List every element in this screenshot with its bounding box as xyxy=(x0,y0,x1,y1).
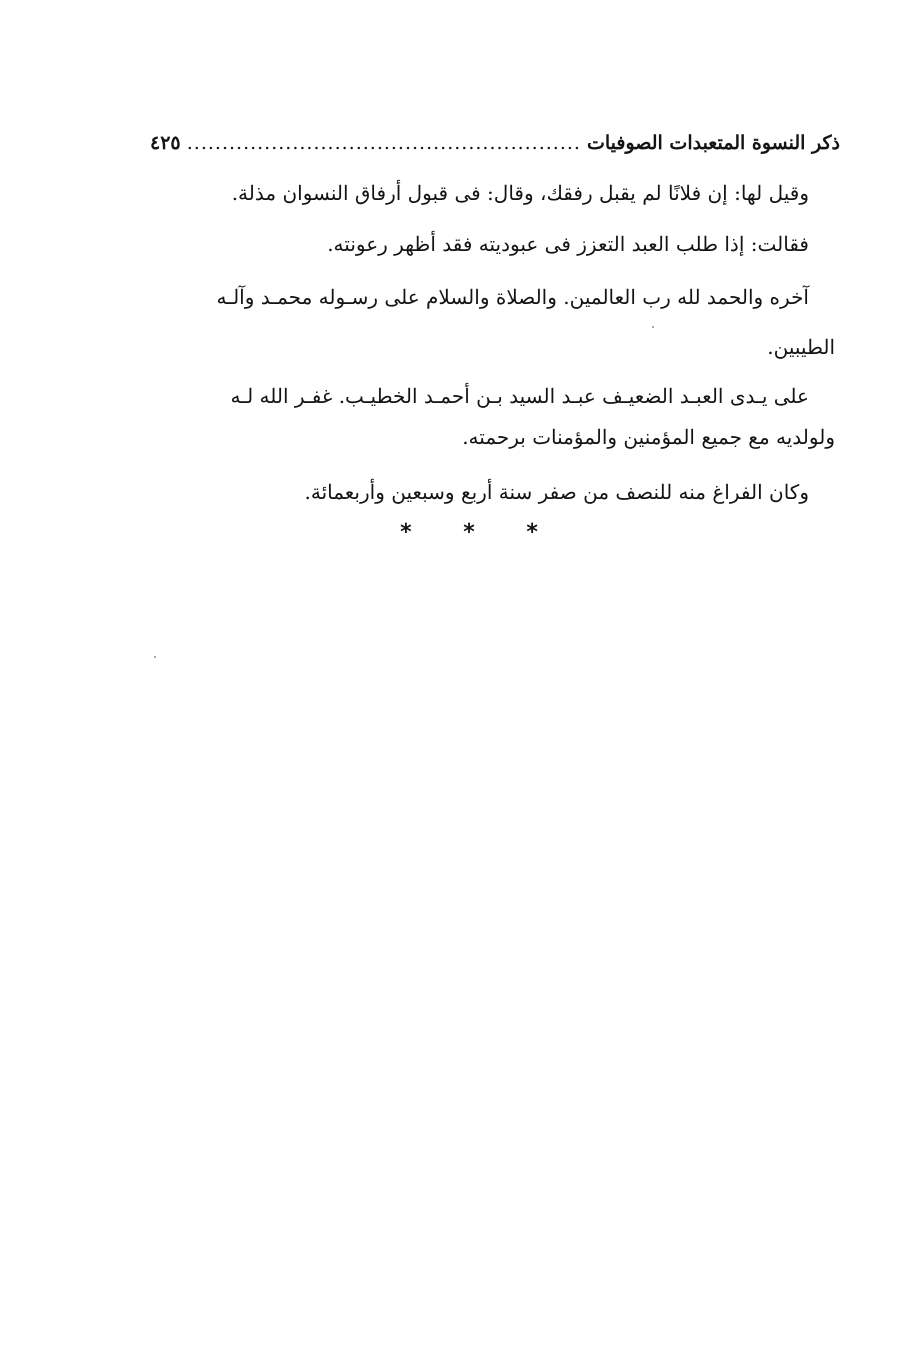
print-speck xyxy=(652,326,654,328)
section-separator: * * * xyxy=(400,520,560,545)
chapter-title: ذكر النسوة المتعبدات الصوفيات xyxy=(586,132,840,154)
running-header xyxy=(150,128,840,158)
text-line: آخره والحمد لله رب العالمين. والصلاة والسلام على رسـوله محمـد وآلـه xyxy=(216,285,809,309)
text-line: فقالت: إذا طلب العبد التعزز فى عبوديته فقد أظهر رعونته. xyxy=(327,232,809,256)
text-line: وقيل لها: إن فلانًا لم يقبل رفقك، وقال: فى قبول أرفاق النسوان مذلة. xyxy=(231,181,809,205)
print-speck xyxy=(154,656,156,658)
text-line: ولولديه مع جميع المؤمنين والمؤمنات برحمته. xyxy=(462,425,835,449)
text-line: الطيبين. xyxy=(767,335,835,359)
leader-dots xyxy=(187,128,581,158)
text-line: وكان الفراغ منه للنصف من صفر سنة أربع وسبعين وأربعمائة. xyxy=(304,480,809,504)
page-number: ٤٢٥ xyxy=(150,132,181,154)
text-line: على يـدى العبـد الضعيـف عبـد السيد بـن أحمـد الخطيـب. غفـر الله لـه xyxy=(230,384,809,408)
